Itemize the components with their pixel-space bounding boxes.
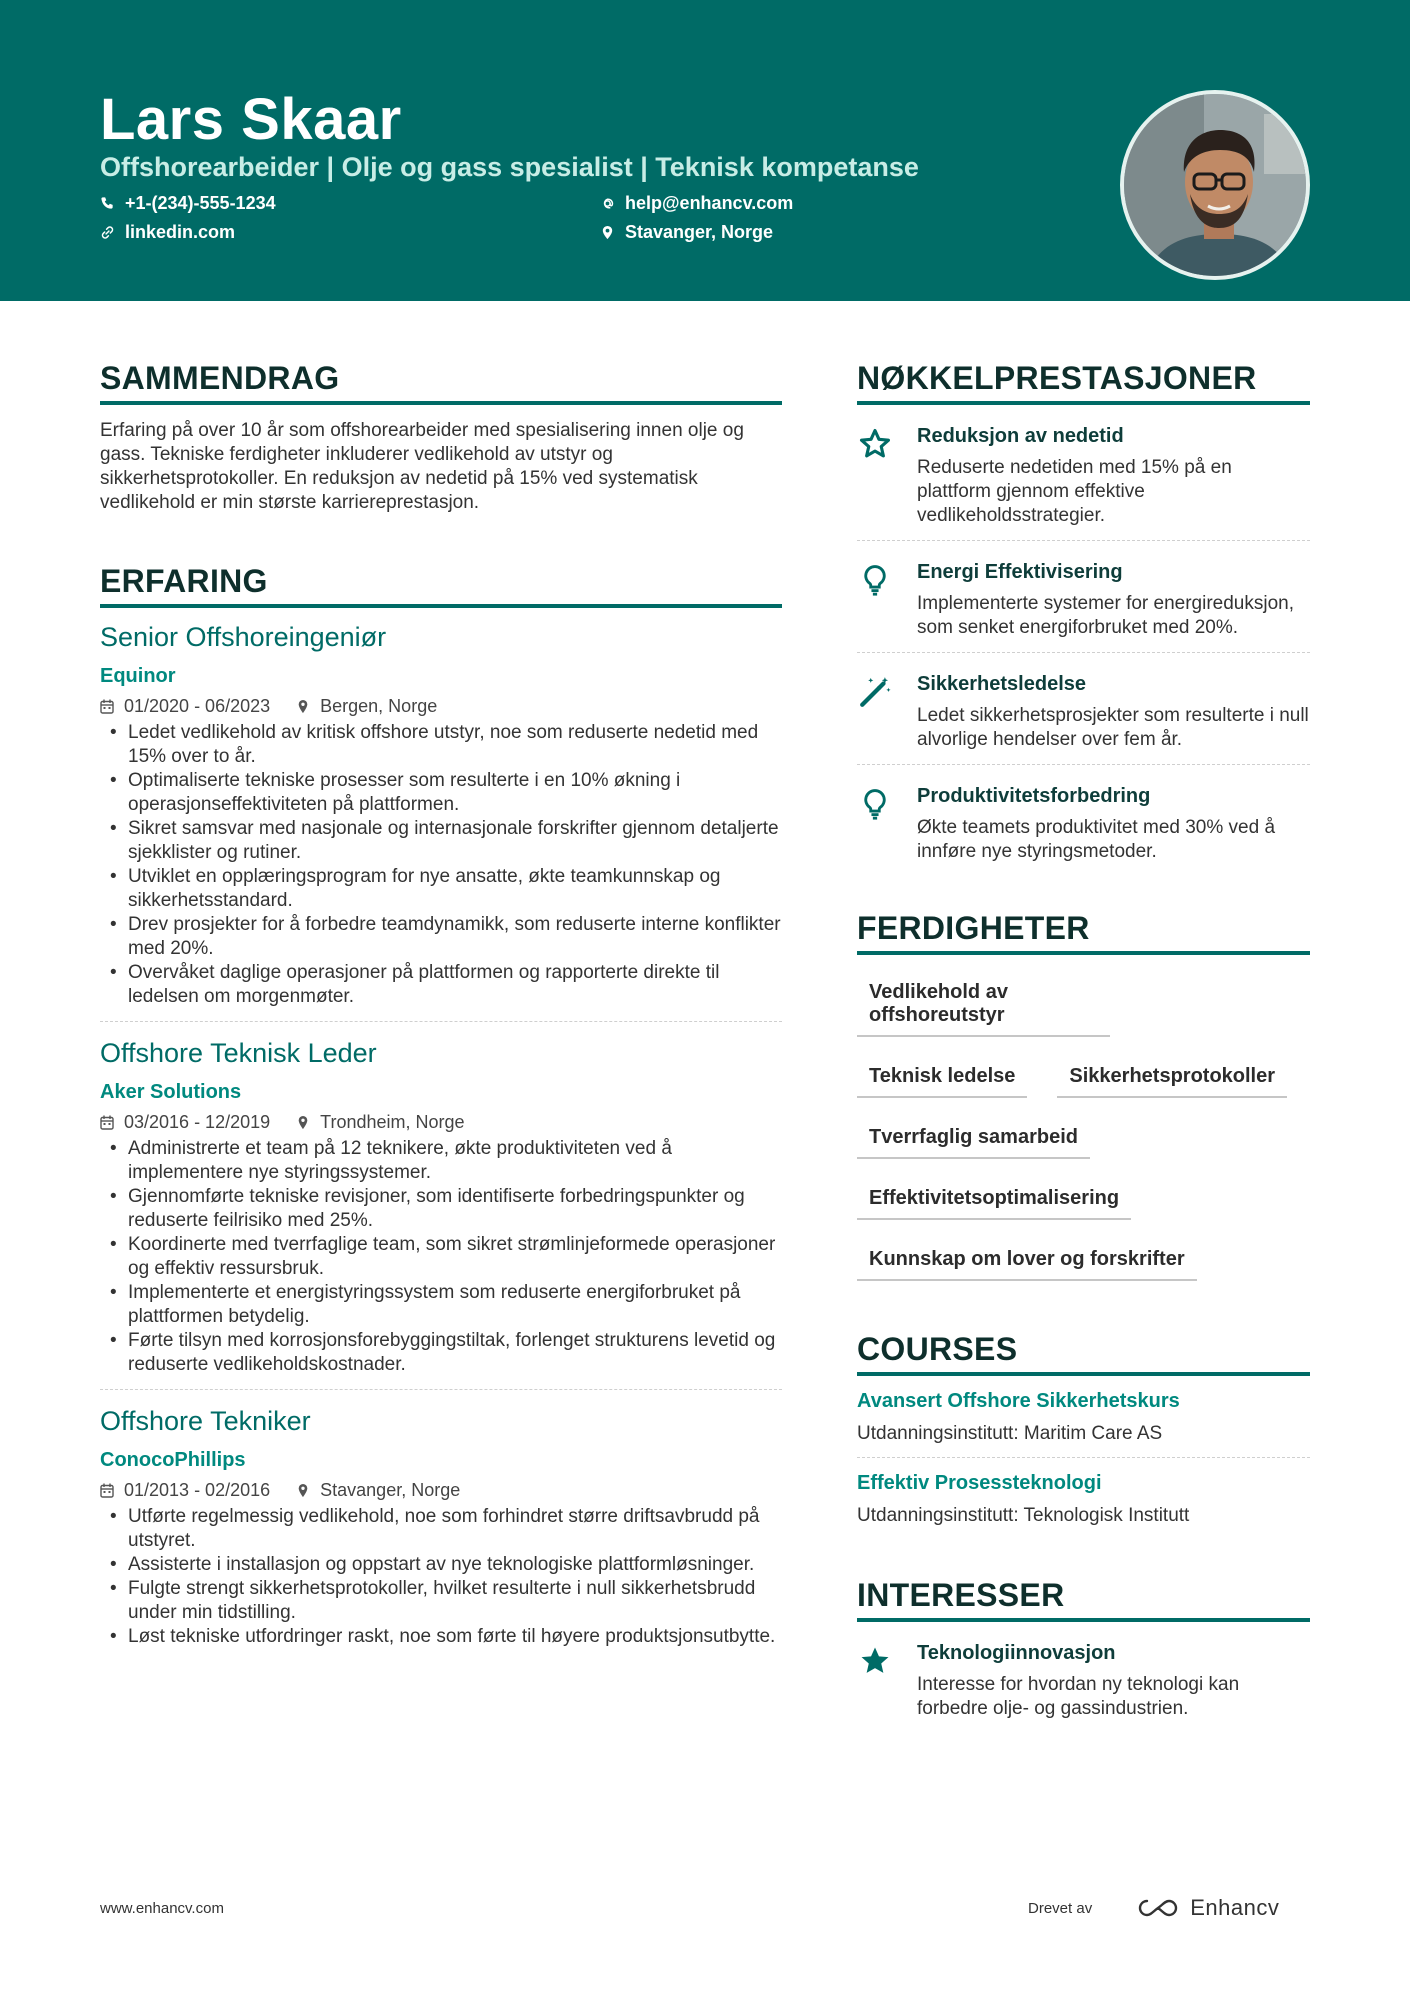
contact-phone [100, 193, 276, 214]
interest-desc: Interesse for hvordan ny teknologi kan forbedre olje- og gassindustrien. [917, 1674, 1240, 1719]
summary-text: Erfaring på over 10 år som offshorearbeider med spesialisering innen olje og gass. Tekniske ferdigheter inkluderer vedlikehold av utstyr og sikkerhetsprotokoller. En reduksjon av nedetid på 15% ved systematisk vedlikehold er min største karriereprestasjon. [100, 420, 744, 513]
job-bullets [100, 1505, 782, 1649]
achievement-desc: Ledet sikkerhetsprosjekter som resulterte i null alvorlige hendelser over fem år. [917, 705, 1309, 750]
list-item: • Optimaliserte tekniske prosesser som resulterte i en 10% økning i operasjonseffektiviteten på plattformen. [100, 769, 782, 817]
enhancv-logo-icon [1136, 1897, 1180, 1919]
header [0, 0, 1410, 301]
job-location: Bergen, Norge [320, 696, 438, 716]
achievement-item [857, 667, 1310, 752]
phone-text: +1-(234)-555-1234 [125, 193, 276, 213]
location-text: Stavanger, Norge [625, 222, 774, 242]
lightbulb-icon [858, 563, 892, 597]
star-outline-icon [858, 427, 892, 461]
skill-tag: Teknisk ledelse [857, 1053, 1027, 1098]
list-item: • Utførte regelmessig vedlikehold, noe som forhindret større driftsavbrudd på utstyret. [100, 1505, 782, 1553]
skill-tag: Kunnskap om lover og forskrifter [857, 1236, 1197, 1281]
list-item: • Fulgte strengt sikkerhetsprotokoller, hvilket resulterte i null sikkerhetsbrudd under min tidstilling. [100, 1577, 782, 1625]
divider [857, 540, 1310, 541]
location-pin-icon [600, 225, 615, 240]
courses-heading: COURSES [857, 1331, 1310, 1376]
footer-branding [1028, 1895, 1279, 1921]
achievement-item [857, 779, 1310, 864]
interests-heading: INTERESSER [857, 1577, 1310, 1622]
experience-heading: ERFARING [100, 563, 782, 608]
list-item: • Assisterte i installasjon og oppstart av nye teknologiske plattformløsninger. [100, 1553, 782, 1577]
list-item: • Implementerte et energistyringssystem som reduserte energiforbruket på plattformen betydelig. [100, 1281, 782, 1329]
experience-entry [100, 622, 782, 1009]
location-pin-icon [296, 699, 310, 714]
brand-logo[interactable] [1136, 1895, 1279, 1921]
achievement-title: Sikkerhetsledelse [917, 673, 1086, 695]
star-filled-icon [858, 1644, 892, 1678]
candidate-name: Lars Skaar [100, 87, 402, 152]
job-meta [100, 696, 782, 717]
job-bullets [100, 721, 782, 1009]
job-location: Trondheim, Norge [320, 1112, 465, 1132]
footer-url[interactable]: www.enhancv.com [100, 1900, 224, 1917]
job-dates: 01/2013 - 02/2016 [124, 1480, 271, 1500]
brand-name: Enhancv [1190, 1895, 1280, 1920]
job-meta [100, 1480, 782, 1501]
lightbulb-icon [858, 787, 892, 821]
calendar-icon [100, 1483, 114, 1498]
divider [100, 1021, 782, 1022]
email-link[interactable]: help@enhancv.com [625, 193, 794, 213]
powered-by-label: Drevet av [1028, 1899, 1093, 1917]
skills-list [857, 969, 1310, 1297]
divider [857, 764, 1310, 765]
achievement-desc: Økte teamets produktivitet med 30% ved å innføre nye styringsmetoder. [917, 817, 1276, 862]
location-pin-icon [296, 1115, 310, 1130]
left-column [100, 360, 782, 1649]
list-item: • Koordinerte med tverrfaglige team, som sikret strømlinjeformede operasjoner og effektiv ressursbruk. [100, 1233, 782, 1281]
job-role: Senior Offshoreingeniør [100, 622, 387, 652]
skill-tag: Sikkerhetsprotokoller [1057, 1053, 1287, 1098]
skill-tag: Vedlikehold av offshoreutstyr [857, 969, 1110, 1037]
avatar [1120, 90, 1310, 280]
list-item: • Løst tekniske utfordringer raskt, noe som førte til høyere produktsjonsutbytte. [100, 1625, 782, 1649]
experience-entry [100, 1406, 782, 1649]
list-item: • Administrerte et team på 12 teknikere, økte produktiviteten ved å implementere nye styringssystemer. [100, 1137, 782, 1185]
course-institution: Utdanningsinstitutt: Maritim Care AS [857, 1423, 1163, 1444]
achievement-title: Reduksjon av nedetid [917, 425, 1124, 447]
list-item: • Overvåket daglige operasjoner på plattformen og rapporterte direkte til ledelsen om morgenmøter. [100, 961, 782, 1009]
skills-heading: FERDIGHETER [857, 910, 1310, 955]
course-title: Avansert Offshore Sikkerhetskurs [857, 1390, 1180, 1412]
job-bullets [100, 1137, 782, 1377]
achievement-desc: Implementerte systemer for energireduksjon, som senket energiforbruket med 20%. [917, 593, 1294, 638]
contact-location [600, 222, 773, 243]
achievement-item [857, 555, 1310, 640]
list-item: • Førte tilsyn med korrosjonsforebyggingstiltak, forlenget strukturens levetid og reduserte vedlikeholdskostnader. [100, 1329, 782, 1377]
job-role: Offshore Teknisk Leder [100, 1038, 377, 1068]
job-company: Aker Solutions [100, 1081, 242, 1103]
list-item: • Sikret samsvar med nasjonale og internasjonale forskrifter gjennom detaljerte sjekklister og rutiner. [100, 817, 782, 865]
achievement-item [857, 419, 1310, 528]
divider [857, 1457, 1310, 1458]
job-location: Stavanger, Norge [320, 1480, 461, 1500]
location-pin-icon [296, 1483, 310, 1498]
list-item: • Gjennomførte tekniske revisjoner, som identifiserte forbedringspunkter og reduserte feilrisiko med 25%. [100, 1185, 782, 1233]
job-dates: 03/2016 - 12/2019 [124, 1112, 271, 1132]
course-title: Effektiv Prosessteknologi [857, 1472, 1102, 1494]
interest-item [857, 1636, 1310, 1721]
job-company: Equinor [100, 665, 176, 687]
achievements-heading: NØKKELPRESTASJONER [857, 360, 1310, 405]
candidate-tagline: Offshorearbeider | Olje og gass spesialist | Teknisk kompetanse [100, 152, 919, 182]
at-icon [600, 196, 615, 211]
job-company: ConocoPhillips [100, 1449, 246, 1471]
phone-icon [100, 196, 115, 211]
interest-title: Teknologiinnovasjon [917, 1642, 1116, 1664]
linkedin-link[interactable]: linkedin.com [125, 222, 236, 242]
calendar-icon [100, 699, 114, 714]
job-meta [100, 1112, 782, 1133]
contact-linkedin[interactable] [100, 222, 235, 243]
calendar-icon [100, 1115, 114, 1130]
job-role: Offshore Tekniker [100, 1406, 311, 1436]
course-item [857, 1472, 1310, 1527]
job-dates: 01/2020 - 06/2023 [124, 696, 271, 716]
magic-wand-icon [858, 675, 892, 709]
link-icon [100, 225, 115, 240]
skill-tag: Effektivitetsoptimalisering [857, 1175, 1131, 1220]
divider [857, 652, 1310, 653]
list-item: • Drev prosjekter for å forbedre teamdynamikk, som reduserte interne konflikter med 20%. [100, 913, 782, 961]
achievement-title: Energi Effektivisering [917, 561, 1123, 583]
summary-heading: SAMMENDRAG [100, 360, 782, 405]
list-item: • Utviklet en opplæringsprogram for nye ansatte, økte teamkunnskap og sikkerhetsstandard. [100, 865, 782, 913]
course-institution: Utdanningsinstitutt: Teknologisk Institutt [857, 1505, 1190, 1526]
contact-email[interactable] [600, 193, 793, 214]
achievement-desc: Reduserte nedetiden med 15% på en plattform gjennom effektive vedlikeholdsstrategier. [917, 457, 1232, 526]
achievement-title: Produktivitetsforbedring [917, 785, 1151, 807]
course-item [857, 1390, 1310, 1445]
skill-tag: Tverrfaglig samarbeid [857, 1114, 1090, 1159]
list-item: • Ledet vedlikehold av kritisk offshore utstyr, noe som reduserte nedetid med 15% over to år. [100, 721, 782, 769]
divider [100, 1389, 782, 1390]
right-column [857, 360, 1310, 1721]
experience-entry [100, 1038, 782, 1377]
